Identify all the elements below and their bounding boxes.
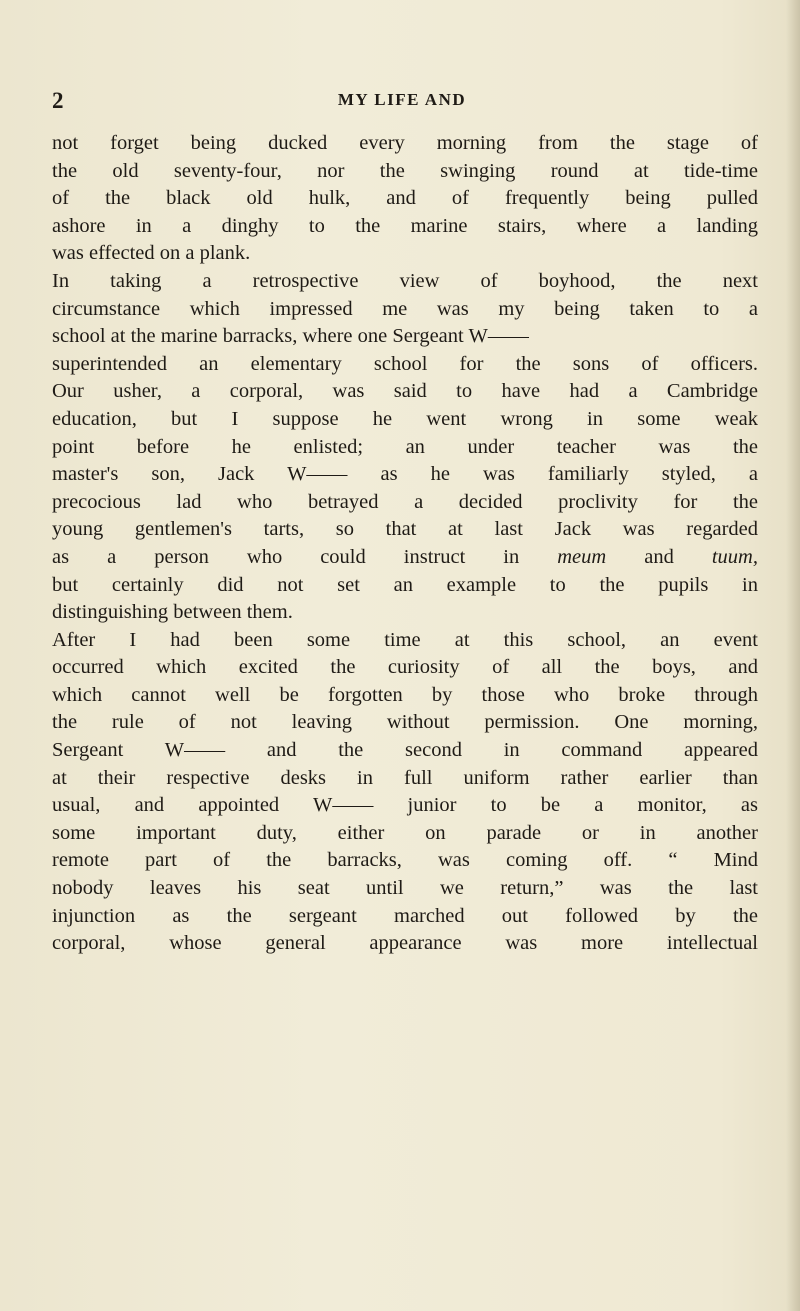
text-line: the old seventy-four, nor the swinging round at tide-time bbox=[52, 159, 758, 182]
text-line: not forget being ducked every morning from the stage of bbox=[52, 132, 758, 154]
text-line: Our usher, a corporal, was said to have had a Cambridge bbox=[52, 380, 758, 403]
text-line: distinguishing between them. bbox=[52, 601, 293, 624]
text-line: injunction as the sergeant marched out followed by the bbox=[52, 904, 758, 927]
running-head bbox=[52, 88, 752, 112]
page-edge-shadow bbox=[786, 0, 800, 1311]
text-line: education, but I suppose he went wrong in some weak bbox=[52, 407, 758, 430]
text-line: Sergeant W—— and the second in command appeared bbox=[52, 739, 758, 762]
text-line: young gentlemen's tarts, so that at last Jack was regarded bbox=[52, 518, 758, 541]
text-line: but certainly did not set an example to the pupils in bbox=[52, 573, 758, 596]
text-line: circumstance which impressed me was my being taken to a bbox=[52, 297, 758, 320]
text-line: ashore in a dinghy to the marine stairs, where a landing bbox=[52, 214, 758, 237]
text-line: some important duty, either on parade or in another bbox=[52, 821, 758, 844]
text-line: of the black old hulk, and of frequently being pulled bbox=[52, 187, 758, 210]
text-line: remote part of the barracks, was coming off. “ Mind bbox=[52, 849, 758, 872]
text-line: master's son, Jack W—— as he was familiarly styled, a bbox=[52, 463, 758, 486]
text-line: After I had been some time at this school, an event bbox=[52, 628, 758, 651]
text-line: In taking a retrospective view of boyhood, the next bbox=[52, 269, 758, 292]
text-line: the rule of not leaving without permission. One morning, bbox=[52, 711, 758, 734]
text-line: usual, and appointed W—— junior to be a monitor, as bbox=[52, 794, 758, 817]
text-line: superintended an elementary school for the sons of officers. bbox=[52, 352, 758, 375]
text-line: as a person who could instruct in meum and tuum, bbox=[52, 545, 758, 568]
page-number: 2 bbox=[52, 88, 64, 113]
text-line: school at the marine barracks, where one Sergeant W—— bbox=[52, 325, 529, 348]
text-line: corporal, whose general appearance was more intellectual bbox=[52, 932, 758, 955]
text-line: precocious lad who betrayed a decided proclivity for the bbox=[52, 490, 758, 513]
text-line: nobody leaves his seat until we return,” was the last bbox=[52, 877, 758, 900]
text-line: at their respective desks in full uniform rather earlier than bbox=[52, 766, 758, 789]
text-line: point before he enlisted; an under teacher was the bbox=[52, 435, 758, 458]
running-head-title: MY LIFE AND bbox=[337, 90, 467, 109]
text-line: was effected on a plank. bbox=[52, 242, 251, 265]
text-line: occurred which excited the curiosity of all the boys, and bbox=[52, 656, 758, 679]
text-line: which cannot well be forgotten by those who broke through bbox=[52, 683, 758, 706]
body-text bbox=[52, 130, 758, 958]
